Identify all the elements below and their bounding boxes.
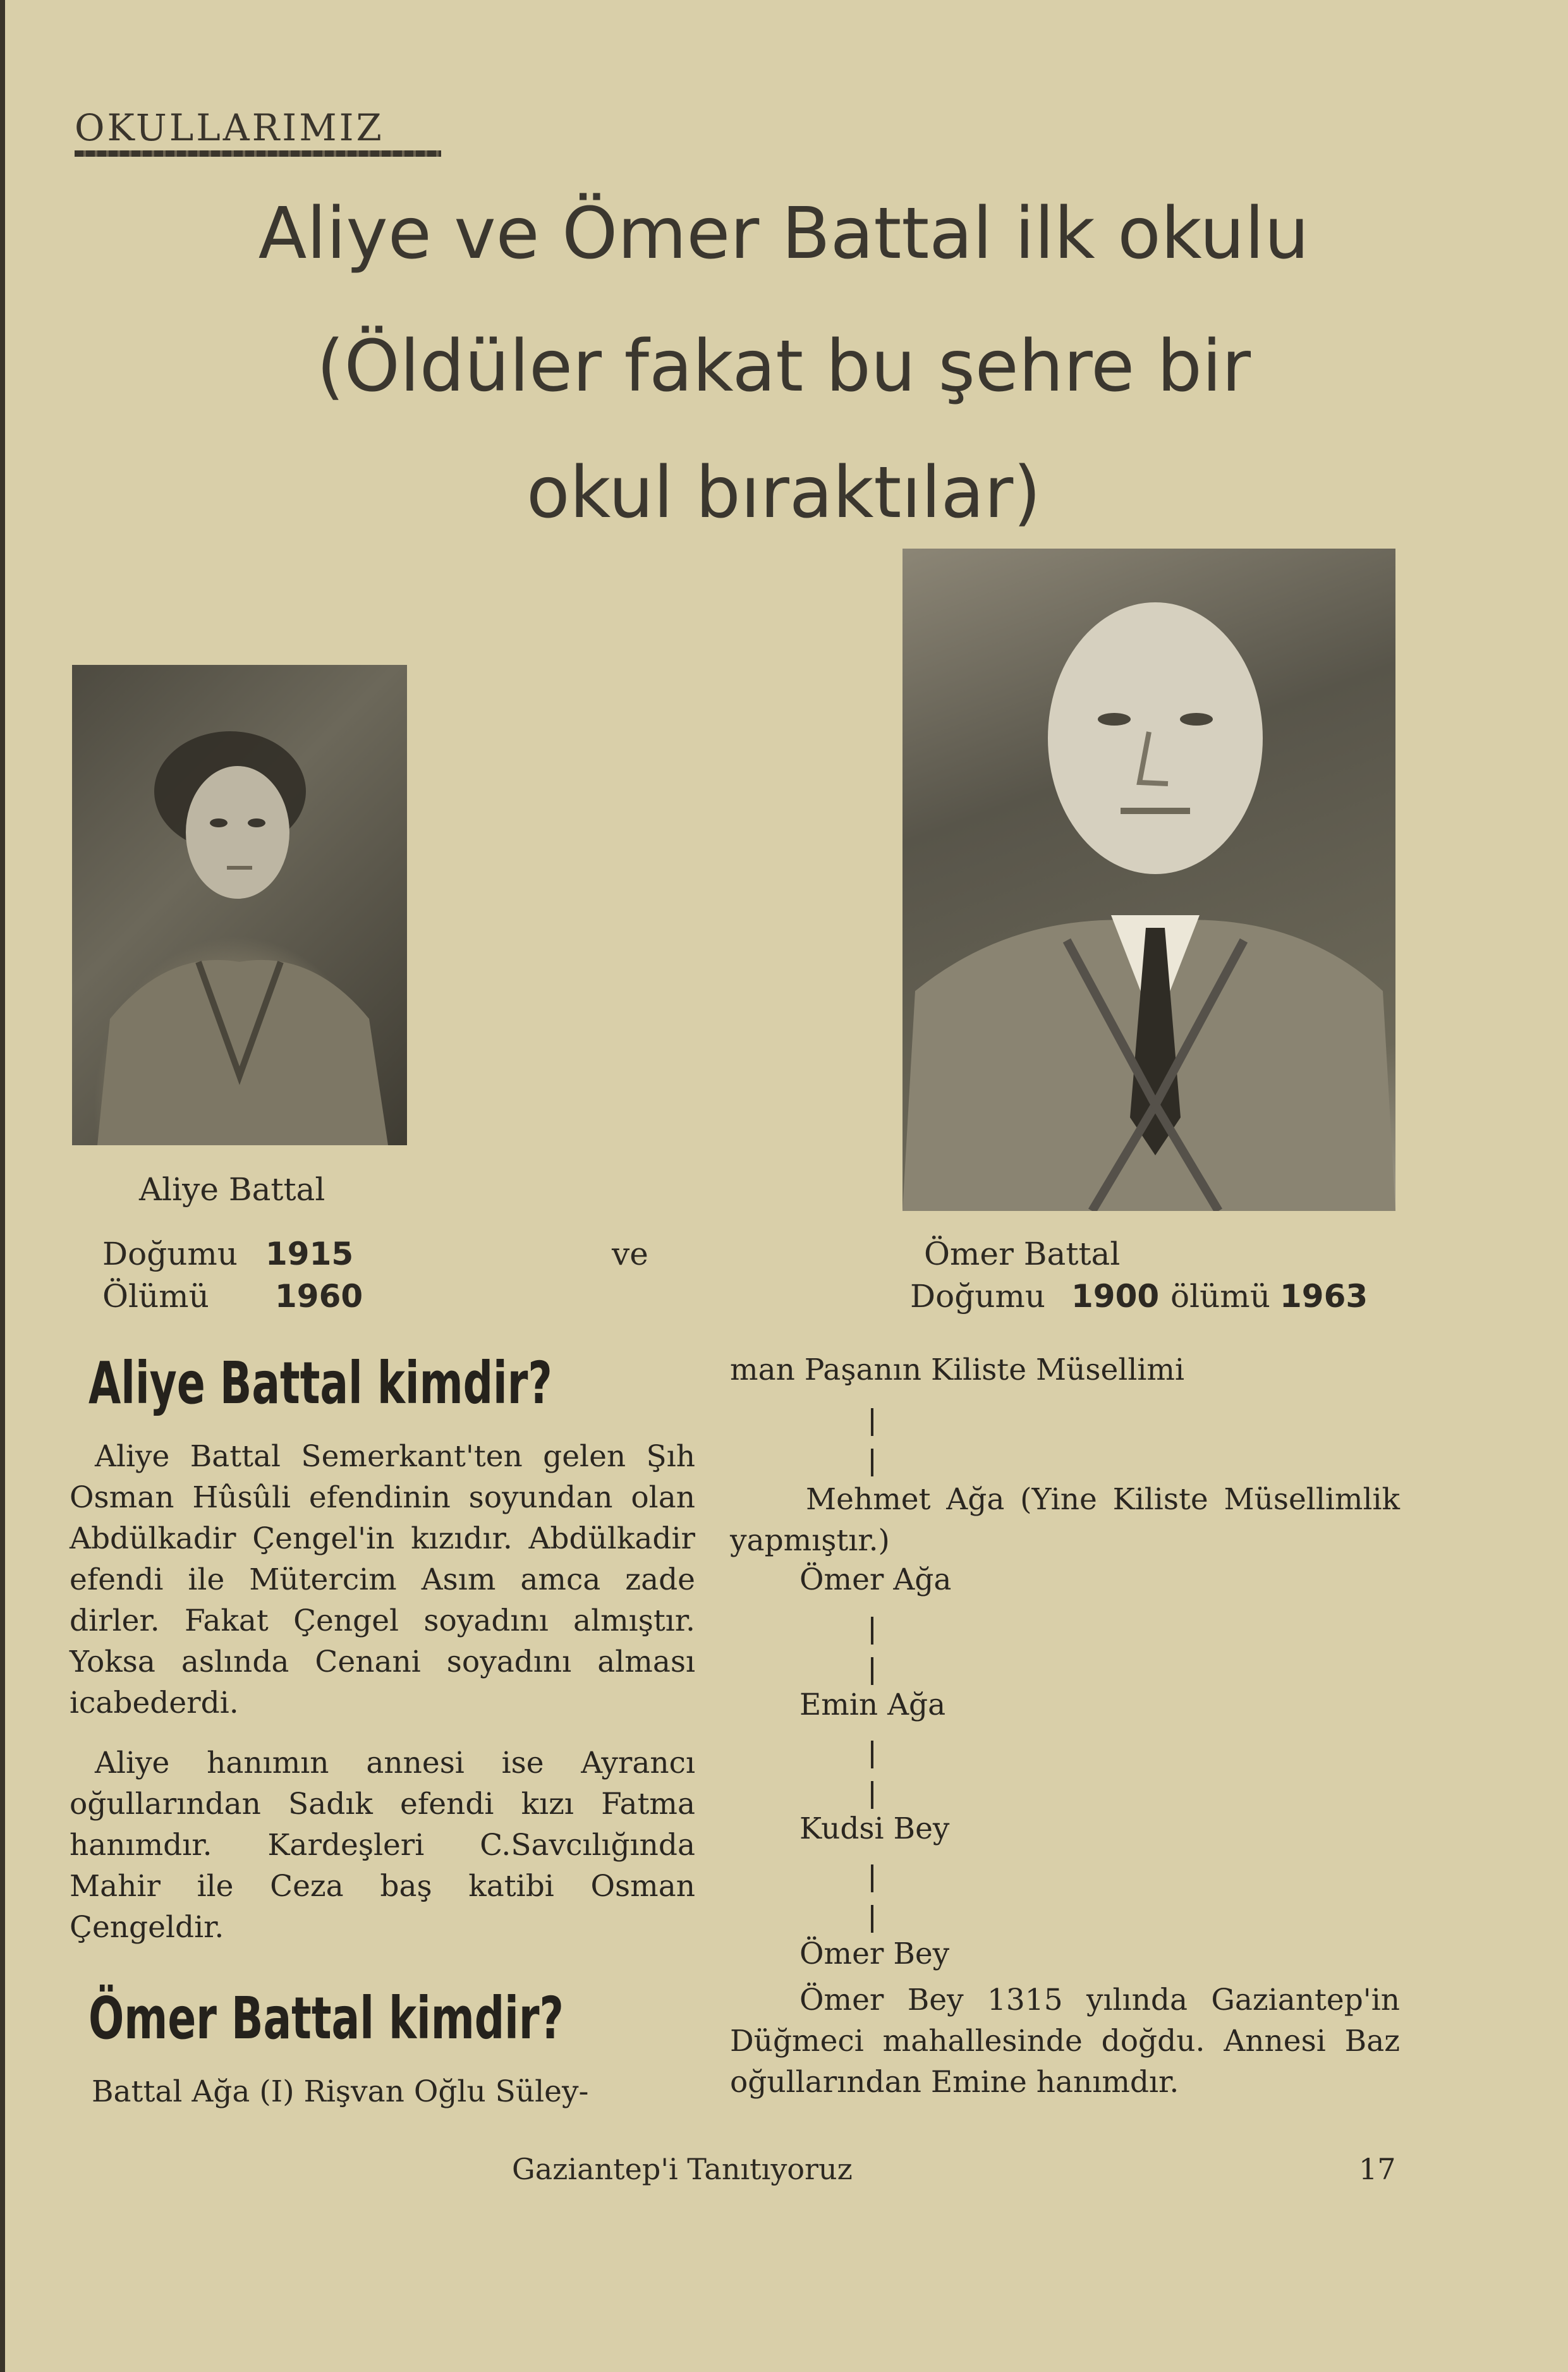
genealogy-connector [871,1864,873,1892]
genealogy-line-2: Mehmet Ağa (Yine Kiliste Müsellimlik yapmıştır.) [730,1482,1400,1558]
binding-edge [0,0,5,2372]
page-number: 17 [1359,2152,1396,2186]
genealogy-connector [871,1449,873,1476]
omer-death-label: ölümü [1170,1278,1270,1315]
omer-biography: Ömer Bey 1315 yılında Gaziantep'in Düğmeci mahallesinde doğdu. Annesi Baz oğullarından Emine hanımdır. [730,1983,1400,2100]
genealogy-connector [871,1741,873,1768]
genealogy-connector [871,1657,873,1685]
omer-battal-photo [903,549,1395,1211]
genealogy-line-6: Ömer Bey [799,1937,950,1971]
footer-publication: Gaziantep'i Tanıtıyoruz [512,2152,853,2186]
aliye-caption: Aliye Battal [139,1171,325,1208]
genealogy-line-5: Kudsi Bey [799,1811,950,1846]
aliye-death-year: 1960 [275,1278,363,1315]
title-line-3: okul bıraktılar) [526,452,1041,534]
aliye-paragraph-1: Aliye Battal Semerkant'ten gelen Şıh Osman Hûsûli efendinin soyundan olan Abdülkadir Çengel'in kızıdır. Abdülkadir efendi ile Mütercim Asım amca zade dirler. Fakat Çengel soyadını almıştır. Yoksa aslında Cenani soyadını alması icabederdi. [70,1439,695,1720]
connector-ve: ve [612,1236,648,1272]
aliye-birth-label: Doğumu [102,1236,238,1272]
genealogy-line-3: Ömer Ağa [799,1562,952,1597]
title-line-2: (Öldüler fakat bu şehre bir [316,325,1251,408]
aliye-section-heading: Aliye Battal kimdir? [88,1349,552,1417]
omer-birth-label: Doğumu [910,1278,1046,1315]
aliye-battal-photo [72,665,407,1145]
omer-birth-year: 1900 [1071,1278,1160,1315]
title-line-1: Aliye ve Ömer Battal ilk okulu [258,193,1310,275]
section-header: OKULLARIMIZ [75,106,384,149]
genealogy-connector [871,1781,873,1809]
aliye-paragraph-2: Aliye hanımın annesi ise Ayrancı oğullarından Sadık efendi kızı Fatma hanımdır. Kardeşleri C.Savcılığında Mahir ile Ceza baş katibi Osman Çengeldir. [70,1746,695,1945]
aliye-birth-year: 1915 [265,1236,354,1272]
genealogy-connector [871,1905,873,1933]
omer-death-year: 1963 [1280,1278,1368,1315]
genealogy-line-1: man Paşanın Kiliste Müsellimi [730,1353,1184,1387]
omer-section-heading: Ömer Battal kimdir? [88,1985,564,2052]
aliye-section-body [70,1436,695,1948]
header-rule [75,150,441,157]
genealogy-connector [871,1408,873,1436]
omer-caption: Ömer Battal [924,1236,1121,1272]
omer-section-intro: Battal Ağa (I) Rişvan Oğlu Süley- [92,2074,589,2109]
genealogy-connector [871,1617,873,1645]
genealogy-line-4: Emin Ağa [799,1688,946,1722]
aliye-death-label: Ölümü [102,1278,209,1315]
